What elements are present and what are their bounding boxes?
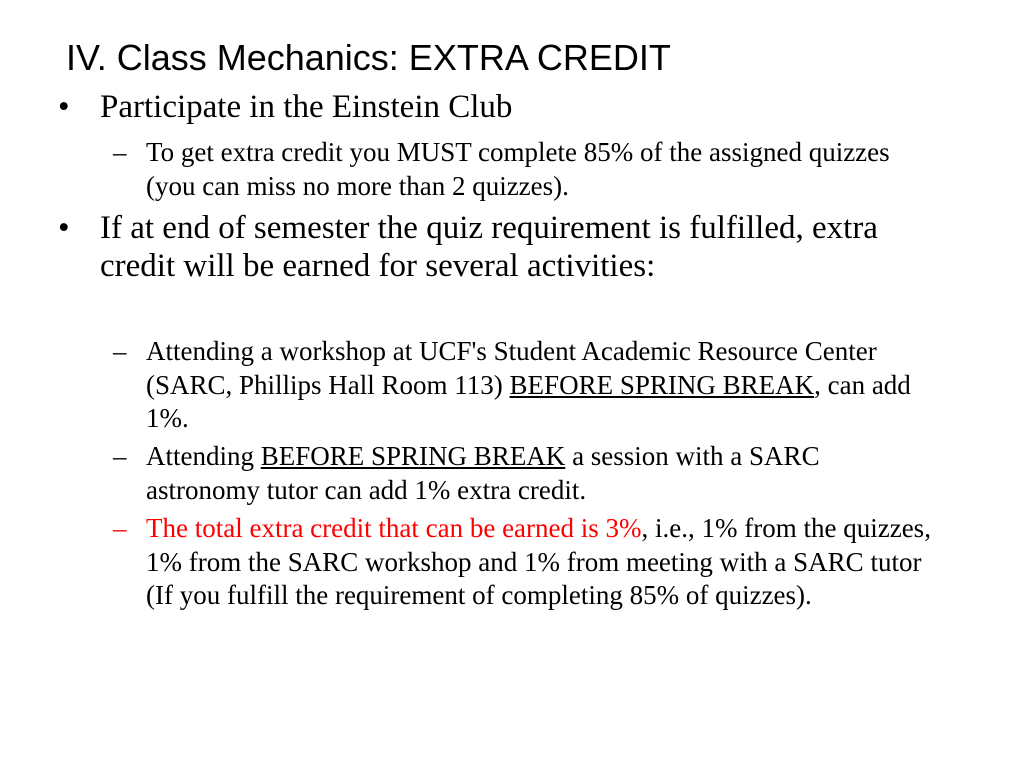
sub-bullet-marker: – (113, 137, 127, 167)
sub-bullet-text-pre: Attending (146, 441, 261, 471)
sub-bullet-text (146, 512, 933, 613)
sub-bullet-total-extra-credit (113, 512, 933, 613)
slide-title: IV. Class Mechanics: EXTRA CREDIT (66, 37, 671, 78)
sub-bullet-text-post: , i.e., 1% from the quizzes, 1% from the SARC workshop and 1% from meeting with a SARC tutor (If you fulfill the requirement of completing 85% of quizzes). (146, 513, 931, 610)
sub-bullet-marker: – (113, 336, 127, 366)
bullet-semester-requirement (58, 209, 938, 285)
bullet-text: If at end of semester the quiz requirement is fulfilled, extra credit will be earned for several activities: (100, 210, 878, 284)
sub-bullet-text-post: a session with a SARC astronomy tutor can add 1% extra credit. (146, 441, 820, 505)
bullet-text: Participate in the Einstein Club (100, 89, 513, 125)
deadline-underlined-text: BEFORE SPRING BREAK (509, 369, 815, 400)
sub-bullet-sarc-workshop (113, 335, 933, 436)
sub-bullet-text (146, 335, 933, 436)
highlight-text: The total extra credit that can be earned is 3% (146, 513, 642, 543)
sub-bullet-text: To get extra credit you MUST complete 85% of the assigned quizzes (you can miss no more than 2 quizzes). (146, 137, 890, 201)
sub-bullet-quiz-requirement (113, 136, 933, 203)
sub-bullet-marker: – (113, 441, 127, 471)
sub-bullet-marker: – (113, 513, 127, 543)
sub-bullet-sarc-tutor (113, 440, 933, 507)
deadline-underlined-text: BEFORE SPRING BREAK (260, 441, 566, 471)
bullet-marker: • (58, 89, 70, 125)
sub-bullet-text-post: , can add 1%. (146, 369, 911, 433)
sub-bullet-text (146, 440, 933, 507)
sub-bullet-text-pre: Attending a workshop at UCF's Student Academic Resource Center (SARC, Phillips Hall Room 113) (146, 336, 877, 400)
bullet-marker: • (58, 210, 70, 246)
bullet-einstein-club (58, 88, 938, 126)
